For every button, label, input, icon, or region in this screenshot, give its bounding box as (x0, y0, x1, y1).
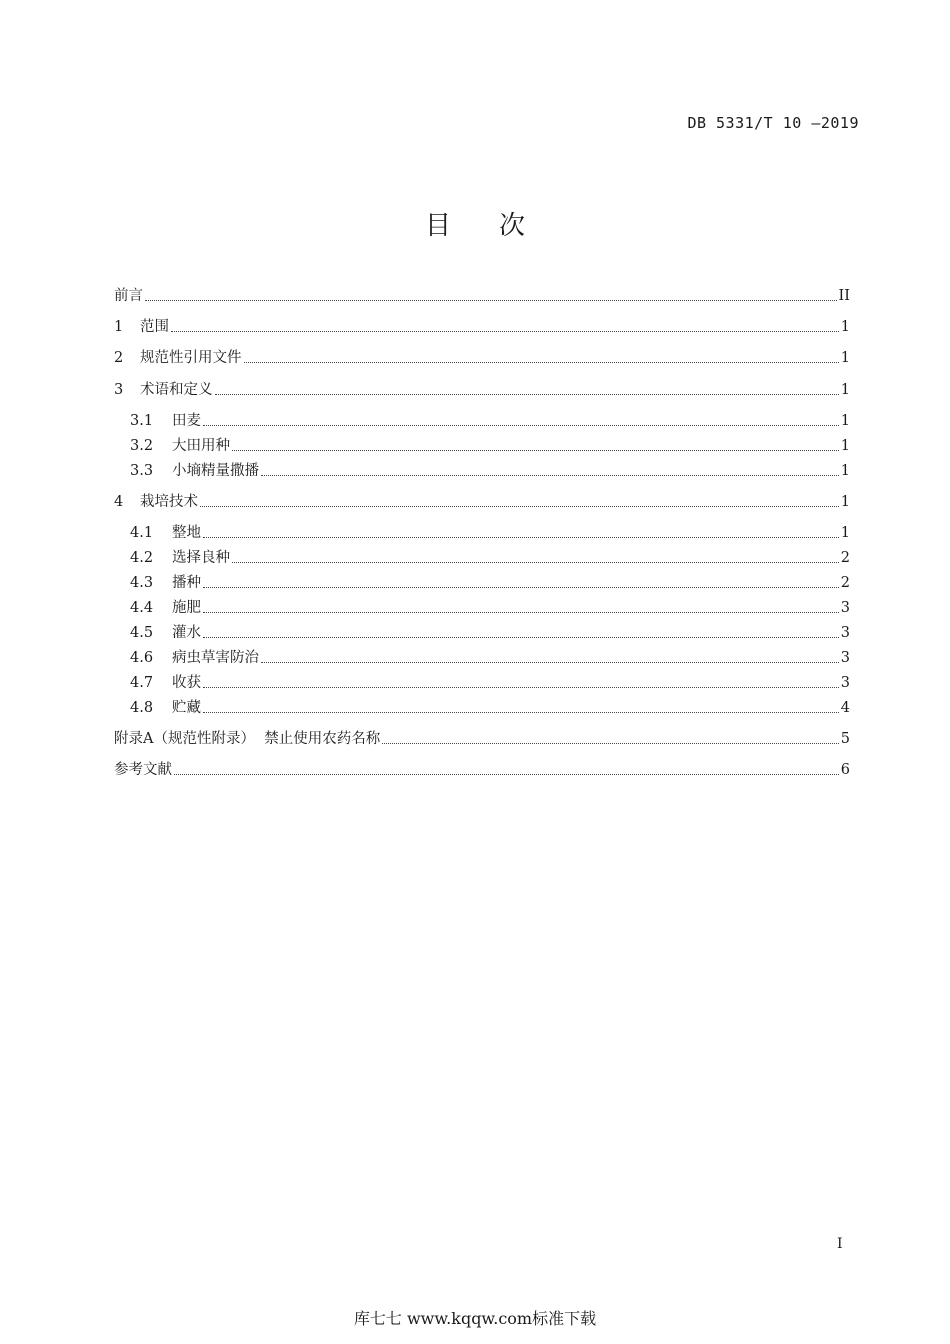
dot-leader (232, 561, 839, 563)
toc-page: 1 (840, 438, 850, 454)
toc-number: 4.4 (130, 600, 154, 616)
toc-number: 4.2 (130, 550, 154, 566)
toc-label: 整地 (172, 525, 201, 541)
toc-entry-4-7[interactable] (130, 671, 850, 695)
toc-page: 3 (840, 650, 850, 666)
toc-label: 规范性引用文件 (140, 350, 242, 366)
toc-label: 参考文献 (114, 762, 172, 778)
toc-label: 小墒精量撒播 (172, 463, 259, 479)
toc-entry-4-2[interactable] (130, 546, 850, 570)
toc-entry-1[interactable] (114, 315, 850, 339)
toc-entry-3-3[interactable] (130, 459, 850, 483)
dot-leader (203, 424, 839, 426)
dot-leader (244, 361, 839, 363)
toc-page: 1 (840, 525, 850, 541)
toc-label: 大田用种 (172, 438, 230, 454)
toc-label: 贮藏 (172, 700, 201, 716)
footer-watermark: 库七七 www.kqqw.com标准下载 (353, 1309, 597, 1328)
toc-number: 4.8 (130, 700, 154, 716)
toc-page: 1 (840, 494, 850, 510)
toc-number: 3 (114, 382, 124, 398)
toc-entry-foreword[interactable] (114, 284, 850, 308)
toc-entry-4-4[interactable] (130, 596, 850, 620)
toc-number: 4.3 (130, 575, 154, 591)
toc-number: 4.1 (130, 525, 154, 541)
dot-leader (171, 330, 839, 332)
dot-leader (261, 474, 839, 476)
toc-entry-references[interactable] (114, 758, 850, 782)
toc-entry-4-6[interactable] (130, 646, 850, 670)
dot-leader (145, 299, 837, 301)
toc-entry-4[interactable] (114, 490, 850, 514)
dot-leader (203, 686, 839, 688)
dot-leader (200, 505, 839, 507)
toc-label: 施肥 (172, 600, 201, 616)
dot-leader (382, 742, 839, 744)
toc-page: 1 (840, 413, 850, 429)
toc-label: 前言 (114, 288, 143, 304)
toc-label: 收获 (172, 675, 201, 691)
toc-page: 6 (840, 762, 850, 778)
dot-leader (203, 711, 839, 713)
toc-entry-appendix-a[interactable] (114, 727, 850, 751)
document-code: DB 5331/T 10 —2019 (687, 114, 859, 132)
toc-entry-3[interactable] (114, 378, 850, 402)
title-char-1: 目 (424, 211, 451, 241)
toc-entry-4-5[interactable] (130, 621, 850, 645)
dot-leader (203, 611, 839, 613)
toc-number: 4.7 (130, 675, 154, 691)
dot-leader (215, 393, 839, 395)
toc-label: 附录A（规范性附录） 禁止使用农药名称 (114, 731, 381, 747)
dot-leader (261, 661, 839, 663)
toc-entry-4-3[interactable] (130, 571, 850, 595)
toc-label: 术语和定义 (140, 382, 213, 398)
toc-entry-4-1[interactable] (130, 521, 850, 545)
toc-entry-2[interactable] (114, 346, 850, 370)
toc-label: 病虫草害防治 (172, 650, 259, 666)
toc-page: 3 (840, 600, 850, 616)
toc-page: 1 (840, 463, 850, 479)
toc-label: 选择良种 (172, 550, 230, 566)
dot-leader (203, 586, 839, 588)
toc-number: 4 (114, 494, 124, 510)
toc-page: 2 (840, 550, 850, 566)
page-title (0, 205, 950, 242)
toc-number: 2 (114, 350, 124, 366)
toc-page: 1 (840, 382, 850, 398)
toc-entry-3-1[interactable] (130, 409, 850, 433)
toc-page: 1 (840, 350, 850, 366)
toc-number: 4.6 (130, 650, 154, 666)
dot-leader (174, 773, 839, 775)
toc-number: 4.5 (130, 625, 154, 641)
toc-number: 3.3 (130, 463, 154, 479)
toc-page: 3 (840, 675, 850, 691)
toc-page: 4 (840, 700, 850, 716)
page-number: I (837, 1236, 843, 1252)
toc-label: 范围 (140, 319, 169, 335)
title-char-2: 次 (499, 211, 526, 241)
toc-page: 1 (840, 319, 850, 335)
dot-leader (232, 449, 839, 451)
toc-page: 2 (840, 575, 850, 591)
toc-label: 播种 (172, 575, 201, 591)
dot-leader (203, 636, 839, 638)
toc-entry-3-2[interactable] (130, 434, 850, 458)
toc-number: 1 (114, 319, 124, 335)
toc-label: 栽培技术 (140, 494, 198, 510)
toc-number: 3.1 (130, 413, 154, 429)
toc-label: 田麦 (172, 413, 201, 429)
toc-entry-4-8[interactable] (130, 696, 850, 720)
dot-leader (203, 536, 839, 538)
toc-page: 5 (840, 731, 850, 747)
toc-page: 3 (840, 625, 850, 641)
toc-number: 3.2 (130, 438, 154, 454)
toc-page: II (838, 288, 850, 304)
toc-label: 灌水 (172, 625, 201, 641)
